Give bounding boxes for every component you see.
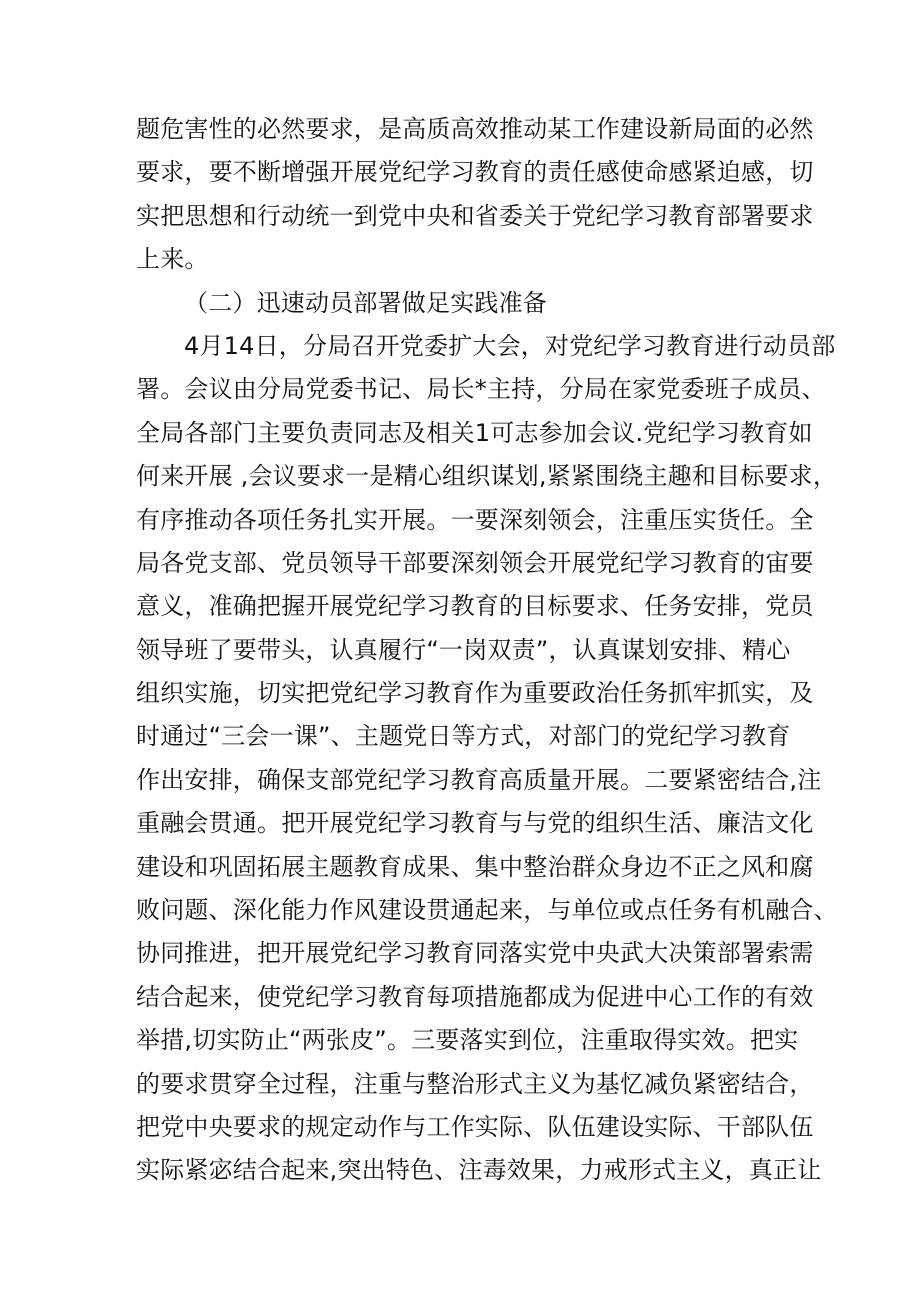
text-line: 举措,切实防止“两张皮”。三要落实到位，注重取得实效。把实 [136,1026,799,1055]
text-line: 建设和巩固拓展主题教育成果、集中整治群众身边不正之风和腐 [136,852,814,881]
paragraph-first-line: 4月14日，分局召开党委扩大会，对党纪学习教育进行动员部 [184,331,836,360]
body-text [136,108,838,1193]
text-line: 重融会贯通。把开展党纪学习教育与与党的组织生活、廉洁文化 [136,809,814,838]
text-line: 局各党支部、党员领导干部要深刻领会开展党纪学习教育的宙要 [136,548,814,577]
text-line: 上来。 [136,245,209,274]
text-line: 实把思想和行动统一到党中央和省委关于党纪学习教育部署要求 [136,201,814,230]
text-line: 要求，要不断增强开展党纪学习教育的责任感使命感紧迫感，切 [136,158,814,187]
text-line: 何来开展 ,会议要求一是精心组织谋划,紧紧围绕主趣和目标要求， [136,462,838,491]
text-line: 败问题、深化能力作风建设贯通起来，与单位或点任务有机融合、 [136,896,838,925]
text-line: 署。会议由分局党委书记、局长*主持，分局在家党委班子成员、 [136,375,826,404]
section-heading: （二）迅速动员部署做足实践准备 [184,288,547,317]
text-line: 时通过“三会一课”、主题党日等方式，对部门的党纪学习教育 [136,722,791,751]
text-line: 意义，准确把握开展党纪学习教育的目标要求、任务安排，党员 [136,592,814,621]
text-line: 的要求贯穿全过程，注重与整治形式主义为基忆减负紧密结合， [136,1069,814,1098]
text-line: 题危害性的必然要求，是高质高效推动某工作建设新局面的必然 [136,115,814,143]
text-line: 全局各部门主要负责同志及相关1可志参加会议.党纪学习教育如 [136,418,813,447]
text-line: 领导班了要带头，认真履行“一岗双责”，认真谋划安排、精心 [136,635,791,664]
text-line: 协同推进，把开展党纪学习教育同落实党中央武大决策部署索需 [136,939,814,968]
text-line: 实际紧宓结合起来,突出特色、注毒效果，力戒形式主义，真正让 [136,1156,822,1185]
text-line: 结合起来，使党纪学习教育每项措施都成为促进中心工作的有效 [136,982,814,1011]
text-line: 有序推动各项任务扎实开展。一要深刻领会，注重压实货任。全 [136,505,814,534]
text-line: 作出安排，确保支部党纪学习教育高质量开展。二要紧密结合,注 [136,765,822,794]
text-line: 把党中央要求的规定动作与工作实际、队伍建设实际、干部队伍 [136,1112,814,1141]
text-line: 组织实施，切实把党纪学习教育作为重要政治任务抓牢抓实，及 [136,679,814,708]
